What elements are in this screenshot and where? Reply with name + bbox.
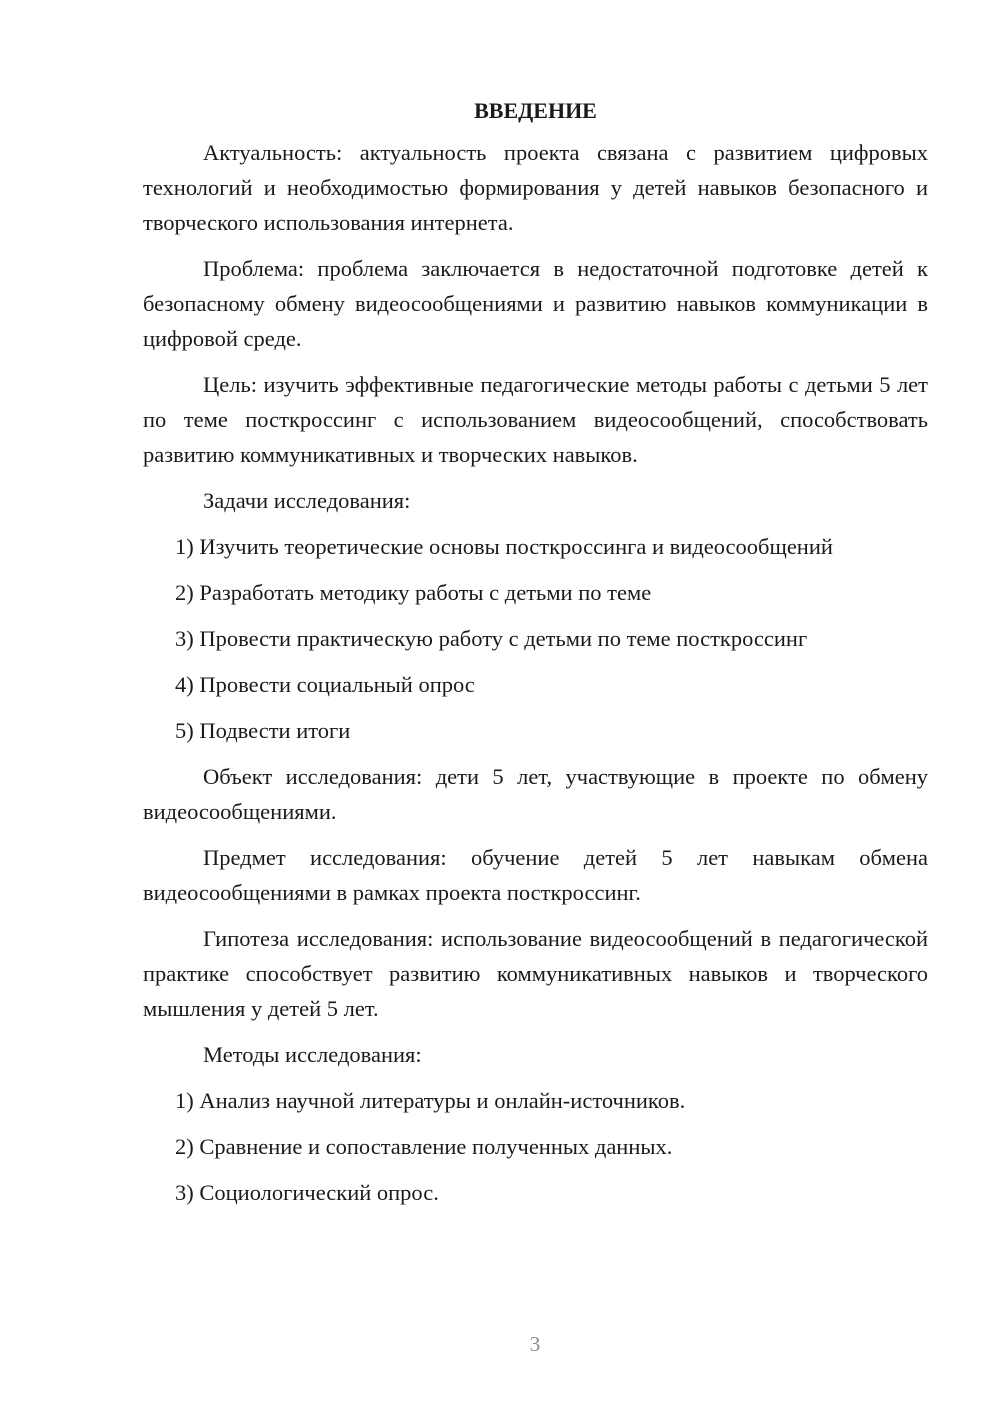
list-item: 3) Провести практическую работу с детьми по теме посткроссинг xyxy=(175,626,808,651)
section-title: ВВЕДЕНИЕ xyxy=(474,98,597,123)
list-item: 3) Социологический опрос. xyxy=(175,1180,439,1205)
goal-paragraph: Цель: изучить эффективные педагогические методы работы с детьми 5 лет по теме посткроссинг с использованием видеосообщений, способствовать развитию коммуникативных и творческих навыков. xyxy=(143,372,928,467)
problem-paragraph: Проблема: проблема заключается в недостаточной подготовке детей к безопасному обмену видеосообщениями и развитию навыков коммуникации в цифровой среде. xyxy=(143,256,928,351)
list-item: 2) Сравнение и сопоставление полученных данных. xyxy=(175,1134,673,1159)
tasks-list xyxy=(143,529,928,748)
list-item: 1) Анализ научной литературы и онлайн-источников. xyxy=(175,1088,686,1113)
list-item: 1) Изучить теоретические основы посткроссинга и видеосообщений xyxy=(175,534,833,559)
relevance-paragraph: Актуальность: актуальность проекта связана с развитием цифровых технологий и необходимостью формирования у детей навыков безопасного и творческого использования интернета. xyxy=(143,140,928,235)
object-paragraph: Объект исследования: дети 5 лет, участвующие в проекте по обмену видеосообщениями. xyxy=(143,764,928,824)
methods-heading: Методы исследования: xyxy=(203,1042,422,1067)
hypothesis-paragraph: Гипотеза исследования: использование видеосообщений в педагогической практике способствует развитию коммуникативных навыков и творческого мышления у детей 5 лет. xyxy=(143,926,928,1021)
list-item: 5) Подвести итоги xyxy=(175,718,351,743)
page-number: 3 xyxy=(529,1332,541,1356)
tasks-heading: Задачи исследования: xyxy=(203,488,411,513)
list-item: 2) Разработать методику работы с детьми по теме xyxy=(175,580,652,605)
page-content xyxy=(143,93,928,1221)
list-item: 4) Провести социальный опрос xyxy=(175,672,475,697)
subject-paragraph: Предмет исследования: обучение детей 5 лет навыкам обмена видеосообщениями в рамках проекта посткроссинг. xyxy=(143,845,928,905)
methods-list xyxy=(143,1083,928,1210)
